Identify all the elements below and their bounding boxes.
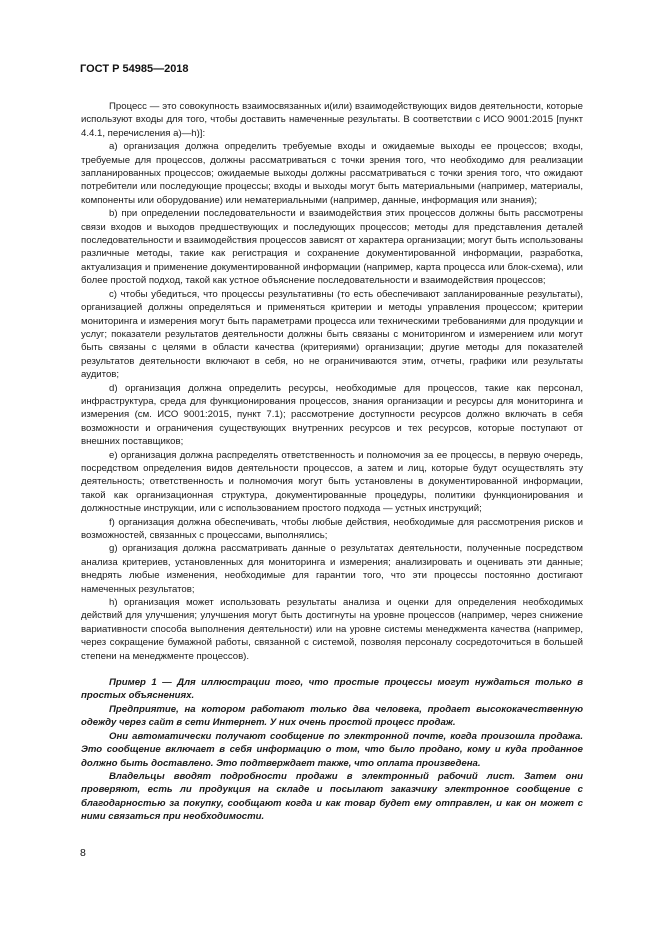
paragraph-item-d: d) организация должна определить ресурсы, необходимые для процессов, такие как персонал, инфраструктура, среда для функционирования процессов, знания организации и ресурсы для мониторинга и измерения (см. ИСО 9001:2015, пункт 7.1); рассмотрение доступности ресурсов должно включать в себя возможности и ограничения существующих внутренних ресурсов и тех ресурсов, которые поступают от внешних поставщиков;	[81, 382, 583, 448]
paragraph-item-a: а) организация должна определить требуемые входы и ожидаемые выходы ее процессов; входы, требуемые для процессов, должны рассматриваться с точки зрения того, что необходимо для реализации запланированных процессов; ожидаемые выходы должны рассматриваться с точки зрения того, что ожидают потребители или последующие процессы; входы и выходы могут быть материальными (например, материалы, компоненты или оборудование) или нематериальными (например, данные, информация или знания);	[81, 141, 583, 206]
example-paragraph: Владельцы вводят подробности продажи в электронный рабочий лист. Затем они проверяют, есть ли продукция на складе и посылают заказчику электронное сообщение с благодарностью за покупку, сообщают когда и как товар будет ему отправлен, и как он может с ними связаться при необходимости.	[81, 770, 583, 823]
paragraph-item-b: b) при определении последовательности и взаимодействия этих процессов должны быть рассмотрены связи входов и выходов предшествующих и последующих процессов; методы для представления деталей последовательности и взаимодействия процессов зависят от характера организации; могут быть использованы различные методы, такие как регистрация и сохранение документированной информации, разработка, актуализация и применение документированной информации (например, карта процесса или блок-схема), или более простой подход, такой как устное объяснение последовательности и взаимодействия процессов;	[81, 208, 583, 287]
paragraph-intro: Процесс — это совокупность взаимосвязанных и(или) взаимодействующих видов деятельности, которые используют входы для того, чтобы доставить намеченные результаты. В соответствии с ИСО 9001:2015 [пункт 4.4.1, перечисления а)—h)]:	[81, 101, 583, 139]
paragraph-item-g: g) организация должна рассматривать данные о результатах деятельности, полученные посредством анализа критериев, установленных для мониторинга и измерения; анализировать и оценивать эти данные; внедрять любые изменения, необходимые для гарантии того, что эти процессы постоянно достигают намеченных результатов;	[81, 543, 583, 595]
paragraph-item-c: с) чтобы убедиться, что процессы результативны (то есть обеспечивают запланированные результаты), организацией должны определяться и применяться критерии и методы управления процессом; критерии мониторинга и измерения могут быть параметрами процесса или техническими требованиями для продукции и услуг; показатели результатов деятельности должны быть связаны с мониторингом и измерением или могут быть связаны с целями в области качества (критериями) организации; другие методы для показателей результатов деятельности включают в себя, но не ограничиваются этим, отчеты, графики или результаты аудитов;	[81, 288, 583, 381]
example-paragraph: Предприятие, на котором работают только два человека, продает высококачественную одежду через сайт в сети Интернет. У них очень простой процесс продаж.	[81, 703, 583, 729]
standard-header: ГОСТ Р 54985—2018	[80, 63, 189, 75]
document-body	[81, 100, 583, 824]
paragraph-item-h: h) организация может использовать результаты анализа и оценки для определения необходимых действий для улучшения; улучшения могут быть достигнуты на уровне процессов (например, через снижение вариативности способа выполнения деятельности) или на уровне системы менеджмента качества (например, через сокращение бумажной работы, связанной с системой, позволяя персоналу сосредоточиться в большей степени на менеджменте процессов).	[81, 597, 583, 662]
page-number: 8	[80, 847, 86, 859]
example-block	[81, 676, 583, 823]
paragraph-item-f: f) организация должна обеспечивать, чтобы любые действия, необходимые для рассмотрения рисков и возможностей, связанных с процессами, выполнялись;	[81, 516, 583, 541]
example-title: Пример 1 — Для иллюстрации того, что простые процессы могут нуждаться только в простых объяснениях.	[81, 677, 583, 702]
example-paragraph: Они автоматически получают сообщение по электронной почте, когда произошла продажа. Это сообщение включает в себя информацию о том, что было продано, кому и куда проданное должно быть доставлено. Это подтверждает также, что оплата произведена.	[81, 730, 583, 769]
paragraph-item-e: е) организация должна распределять ответственность и полномочия за ее процессы, в первую очередь, посредством определения видов деятельности процессов, а затем и лиц, которые будут осуществлять эту деятельность; ответственность и полномочия могут быть установлены в документированной информации, такой как организационная структура, документированные процедуры, политики функционирования и должностные инструкции, или с использованием простого подхода — устных инструкций;	[81, 449, 583, 515]
